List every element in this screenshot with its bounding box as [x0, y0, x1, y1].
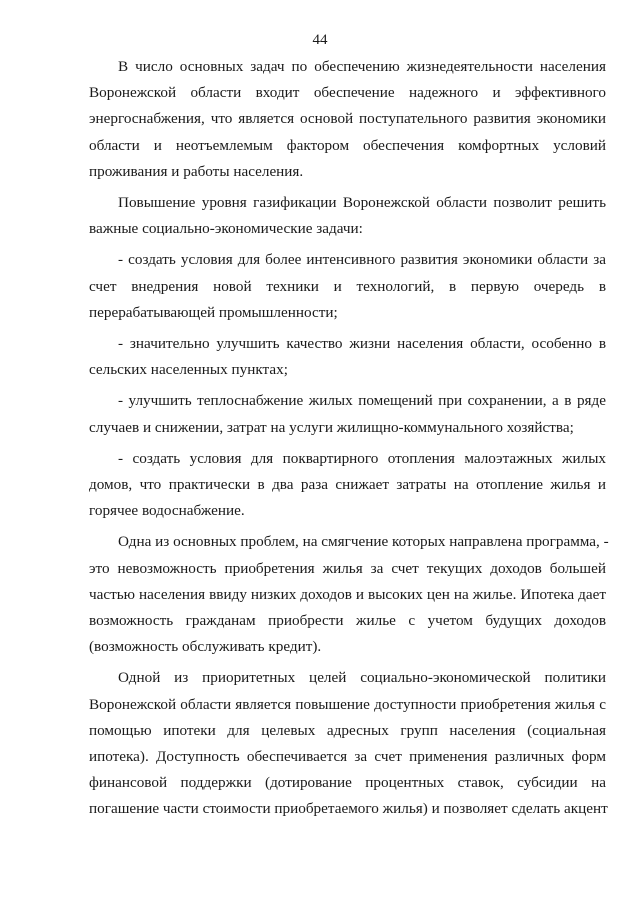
text-line: Воронежской области входит обеспечение надежного и эффективного	[89, 84, 606, 102]
list-item-quality-of-life	[89, 331, 606, 383]
text-line: сельских населенных пунктах;	[89, 361, 288, 379]
paragraph-gasification	[89, 190, 606, 242]
text-line: счет внедрения новой техники и технологий, в первую очередь в	[89, 277, 606, 295]
text-line: - улучшить теплоснабжение жилых помещений при сохранении, а в ряде	[118, 392, 606, 410]
text-line: Воронежской области является повышение доступности приобретения жилья с	[89, 695, 606, 713]
text-line: В число основных задач по обеспечению жизнедеятельности населения	[118, 58, 606, 75]
paragraph-energy-supply	[89, 54, 606, 185]
text-line: погашение части стоимости приобретаемого жилья) и позволяет сделать акцент	[89, 800, 608, 818]
list-item-economy	[89, 247, 606, 326]
text-line: финансовой поддержки (дотирование процентных ставок, субсидии на	[89, 774, 606, 792]
text-line: домов, что практически в два раза снижает затраты на отопление жилья и	[89, 476, 606, 494]
text-line: - значительно улучшить качество жизни населения области, особенно в	[118, 335, 606, 353]
paragraph-housing-problem	[89, 529, 609, 660]
text-line: помощью ипотеки для целевых адресных групп населения (социальная	[89, 721, 606, 739]
list-item-heat-supply	[89, 388, 606, 440]
text-line: Одной из приоритетных целей социально-экономической политики	[118, 669, 606, 687]
text-line: Повышение уровня газификации Воронежской области позволит решить	[118, 194, 606, 212]
text-line: возможность гражданам приобрести жилье с учетом будущих доходов	[89, 612, 606, 630]
text-line: важные социально-экономические задачи:	[89, 220, 363, 238]
text-line: частью населения ввиду низких доходов и высоких цен на жилье. Ипотека дает	[89, 585, 606, 603]
paragraph-social-mortgage	[89, 665, 606, 822]
text-line: энергоснабжения, что является основой поступательного развития экономики	[89, 110, 606, 128]
list-item-apartment-heating	[89, 446, 606, 525]
text-line: (возможность обслуживать кредит).	[89, 638, 322, 656]
page-number: 44	[312, 32, 328, 48]
text-line: - создать условия для более интенсивного развития экономики области за	[118, 251, 606, 269]
text-line: Одна из основных проблем, на смягчение которых направлена программа, -	[118, 533, 609, 551]
document-body	[89, 54, 609, 828]
text-line: - создать условия для поквартирного отопления малоэтажных жилых	[118, 449, 606, 467]
text-line: случаев и снижении, затрат на услуги жилищно-коммунального хозяйства;	[89, 418, 574, 436]
text-line: ипотека). Доступность обеспечивается за счет применения различных форм	[89, 748, 606, 766]
text-line: горячее водоснабжение.	[89, 502, 245, 520]
text-line: перерабатывающей промышленности;	[89, 303, 338, 321]
text-line: проживания и работы населения.	[89, 162, 304, 180]
text-line: области и неотъемлемым фактором обеспечения комфортных условий	[89, 136, 606, 154]
text-line: это невозможность приобретения жилья за счет текущих доходов большей	[89, 559, 606, 577]
